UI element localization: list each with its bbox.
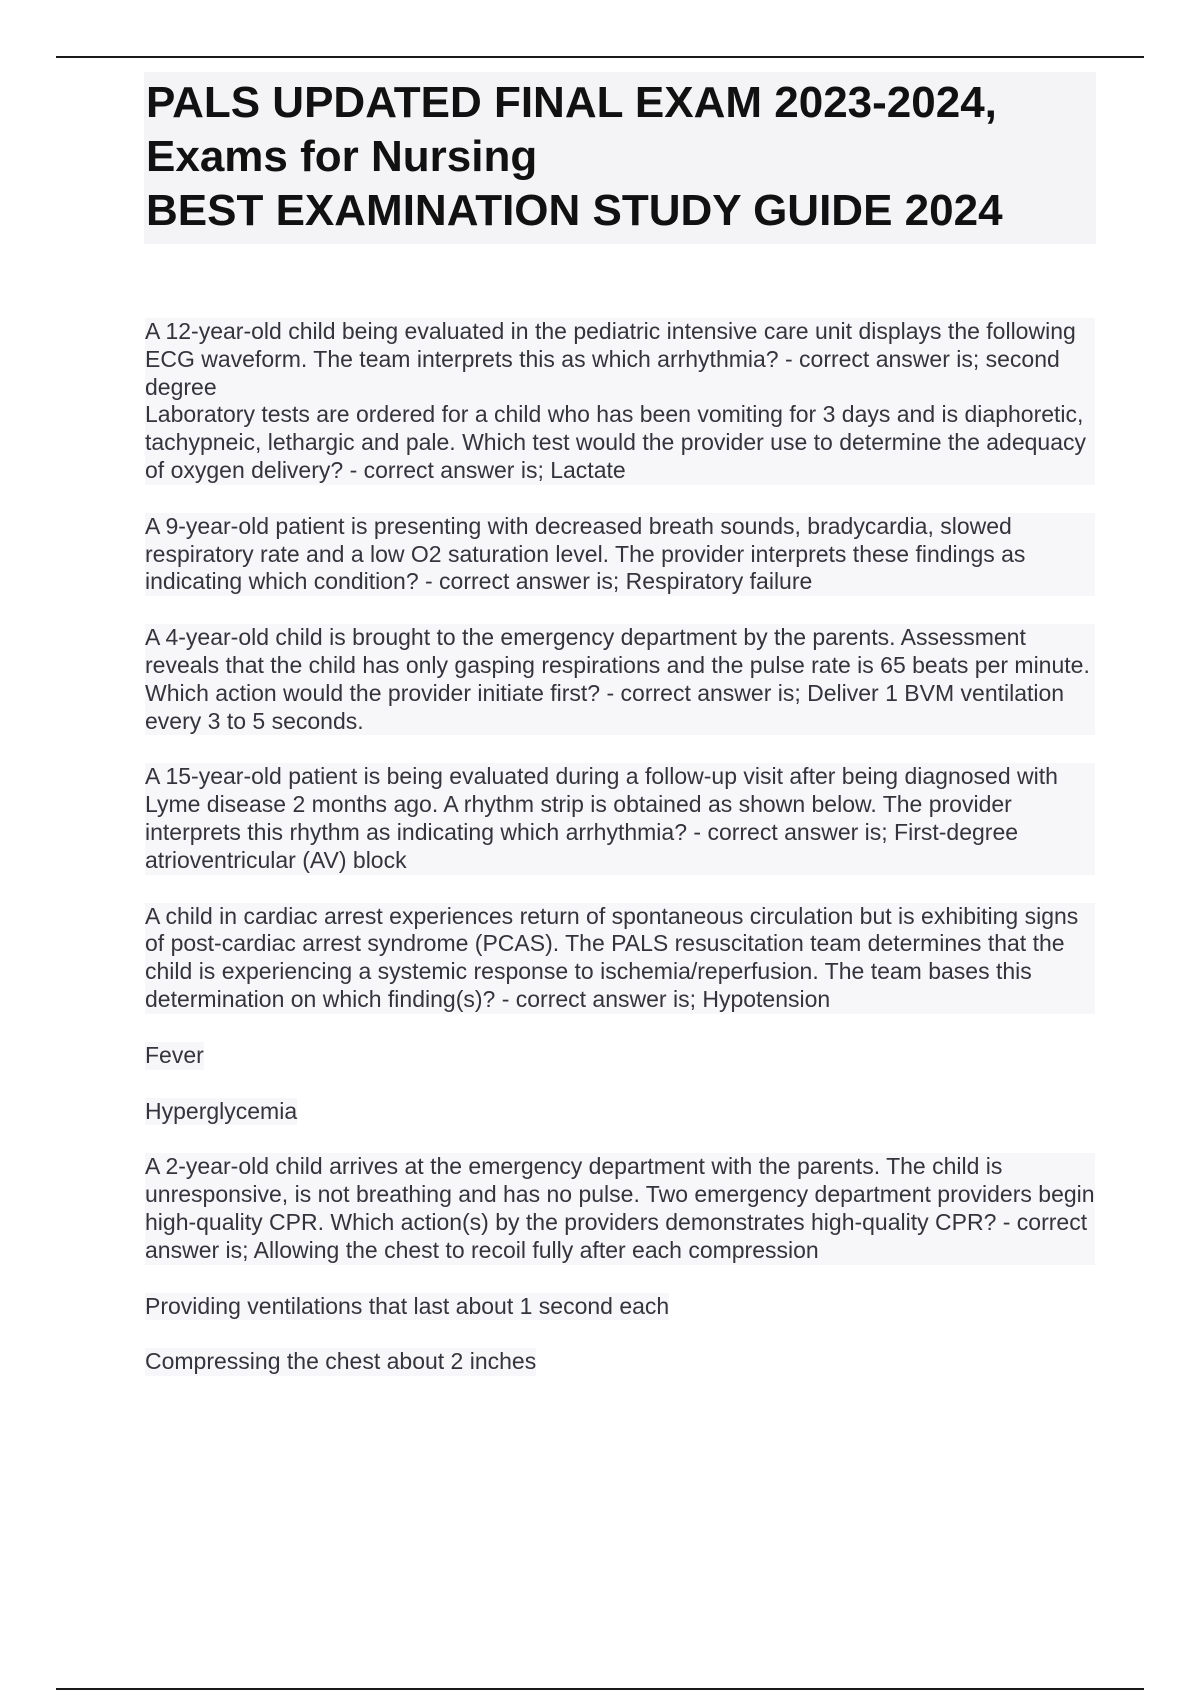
bottom-rule [56,1688,1144,1690]
question-item-2: Laboratory tests are ordered for a child who has been vomiting for 3 days and is diaphoretic, tachypneic, lethargic and pale. Which test would the provider use to determine the adequacy of oxygen delivery? - correct answer is; Lactate [145,401,1095,484]
question-list [145,318,1095,1376]
title-line-3: BEST EXAMINATION STUDY GUIDE 2024 [146,186,1003,235]
answer-option-ventilations: Providing ventilations that last about 1 second each [145,1292,670,1319]
answer-option-fever: Fever [145,1041,204,1068]
question-item-7: A 2-year-old child arrives at the emergency department with the parents. The child is unresponsive, is not breathing and has no pulse. Two emergency department providers begin high-quality CPR. Which action(s) by the providers demonstrates high-quality CPR? - correct answer is; Allowing the chest to recoil fully after each compression [145,1153,1095,1263]
title-line-1: PALS UPDATED FINAL EXAM 2023-2024, [146,78,997,127]
title-line-2: Exams for Nursing [146,132,538,181]
question-item-6: A child in cardiac arrest experiences return of spontaneous circulation but is exhibiting signs of post-cardiac arrest syndrome (PCAS). The PALS resuscitation team determines that the child is experiencing a systemic response to ischemia/reperfusion. The team bases this determination on which finding(s)? - correct answer is; Hypotension [145,903,1095,1014]
question-item-4: A 4-year-old child is brought to the emergency department by the parents. Assessment reveals that the child has only gasping respirations and the pulse rate is 65 beats per minute. Which action would the provider initiate first? - correct answer is; Deliver 1 BVM ventilation every 3 to 5 seconds. [145,624,1095,735]
answer-option-hyperglycemia: Hyperglycemia [145,1097,298,1124]
question-item-1: A 12-year-old child being evaluated in the pediatric intensive care unit displays the following ECG waveform. The team interprets this as which arrhythmia? - correct answer is; second degree [145,318,1095,401]
document-title [144,72,1096,244]
question-item-3: A 9-year-old patient is presenting with decreased breath sounds, bradycardia, slowed respiratory rate and a low O2 saturation level. The provider interprets these findings as indicating which condition? - correct answer is; Respiratory failure [145,513,1095,596]
question-item-5: A 15-year-old patient is being evaluated during a follow-up visit after being diagnosed with Lyme disease 2 months ago. A rhythm strip is obtained as shown below. The provider interprets this rhythm as indicating which arrhythmia? - correct answer is; First-degree atrioventricular (AV) block [145,763,1095,874]
answer-option-compressing: Compressing the chest about 2 inches [145,1348,537,1375]
top-rule [56,56,1144,58]
